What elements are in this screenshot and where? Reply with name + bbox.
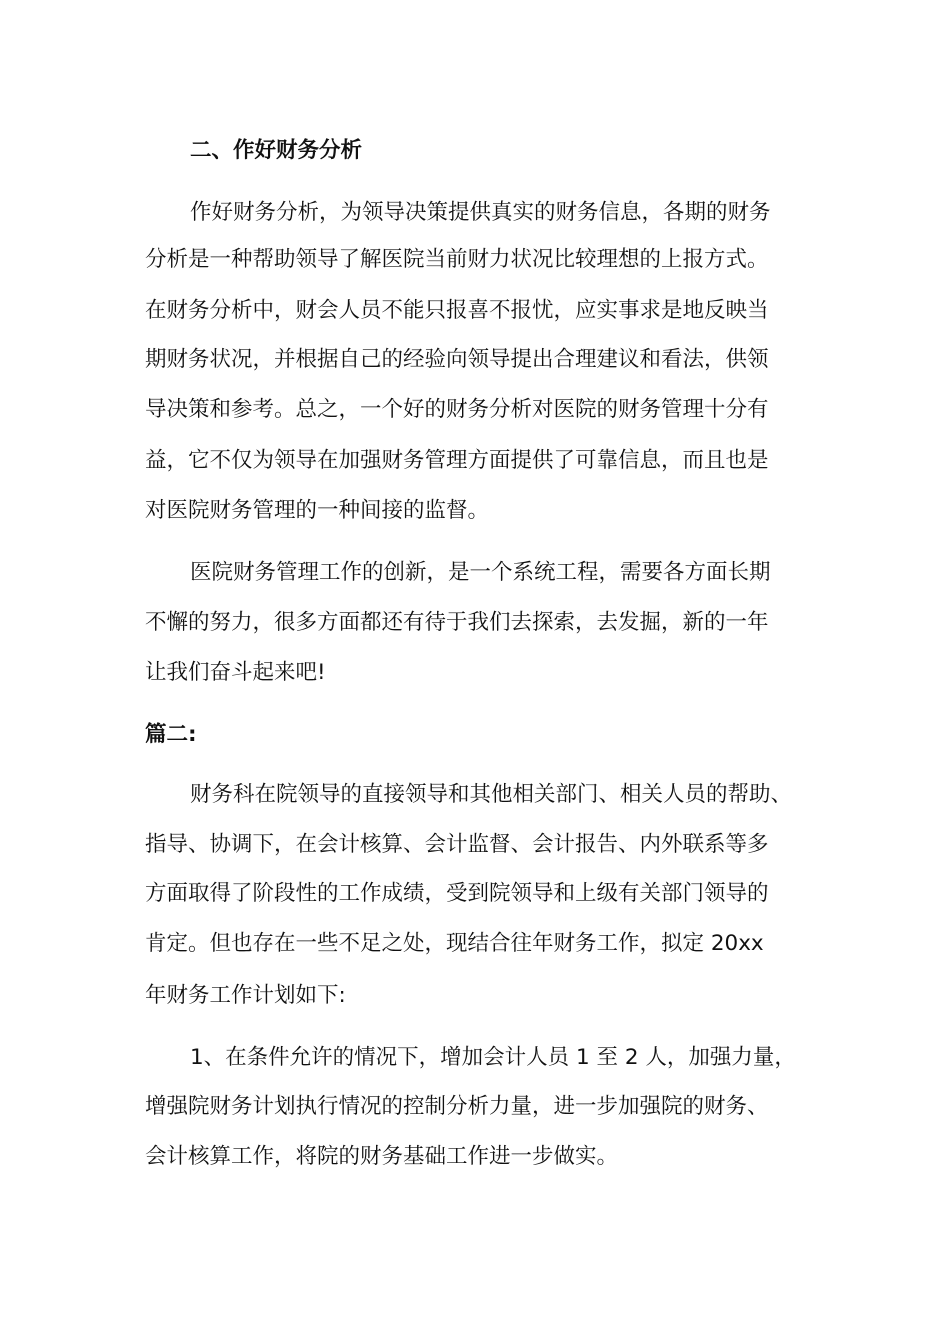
paragraph-1-line-4: 期财务状况，并根据自己的经验向领导提出合理建议和看法，供领: [145, 347, 769, 372]
paragraph-4-line-3: 会计核算工作，将院的财务基础工作进一步做实。: [145, 1144, 619, 1169]
paragraph-1-line-7: 对医院财务管理的一种间接的监督。: [145, 498, 490, 523]
section-heading: 二、作好财务分析: [190, 138, 363, 163]
paragraph-4-line-1: 1、在条件允许的情况下，增加会计人员 1 至 2 人，加强力量，: [190, 1045, 796, 1070]
paragraph-3-line-4: 肯定。但也存在一些不足之处，现结合往年财务工作，拟定 20xx: [145, 931, 764, 956]
paragraph-1-line-5: 导决策和参考。总之，一个好的财务分析对医院的财务管理十分有: [145, 397, 769, 422]
paragraph-3-line-1: 财务科在院领导的直接领导和其他相关部门、相关人员的帮助、: [190, 782, 793, 807]
paragraph-2-line-3: 让我们奋斗起来吧!: [145, 660, 326, 685]
paragraph-2-line-1: 医院财务管理工作的创新，是一个系统工程，需要各方面长期: [190, 560, 771, 585]
paragraph-1-line-1: 作好财务分析，为领导决策提供真实的财务信息，各期的财务: [190, 200, 771, 225]
paragraph-3-line-3: 方面取得了阶段性的工作成绩，受到院领导和上级有关部门领导的: [145, 881, 769, 906]
paragraph-1-line-3: 在财务分析中，财会人员不能只报喜不报忧，应实事求是地反映当: [145, 298, 769, 323]
paragraph-1-line-2: 分析是一种帮助领导了解医院当前财力状况比较理想的上报方式。: [145, 247, 769, 272]
paragraph-3-line-5: 年财务工作计划如下:: [145, 983, 346, 1008]
paragraph-1-line-6: 益，它不仅为领导在加强财务管理方面提供了可靠信息，而且也是: [145, 448, 769, 473]
paragraph-3-line-2: 指导、协调下，在会计核算、会计监督、会计报告、内外联系等多: [145, 832, 769, 857]
paragraph-2-line-2: 不懈的努力，很多方面都还有待于我们去探索，去发掘，新的一年: [145, 610, 769, 635]
part-heading: 篇二:: [145, 722, 197, 747]
paragraph-4-line-2: 增强院财务计划执行情况的控制分析力量，进一步加强院的财务、: [145, 1094, 769, 1119]
